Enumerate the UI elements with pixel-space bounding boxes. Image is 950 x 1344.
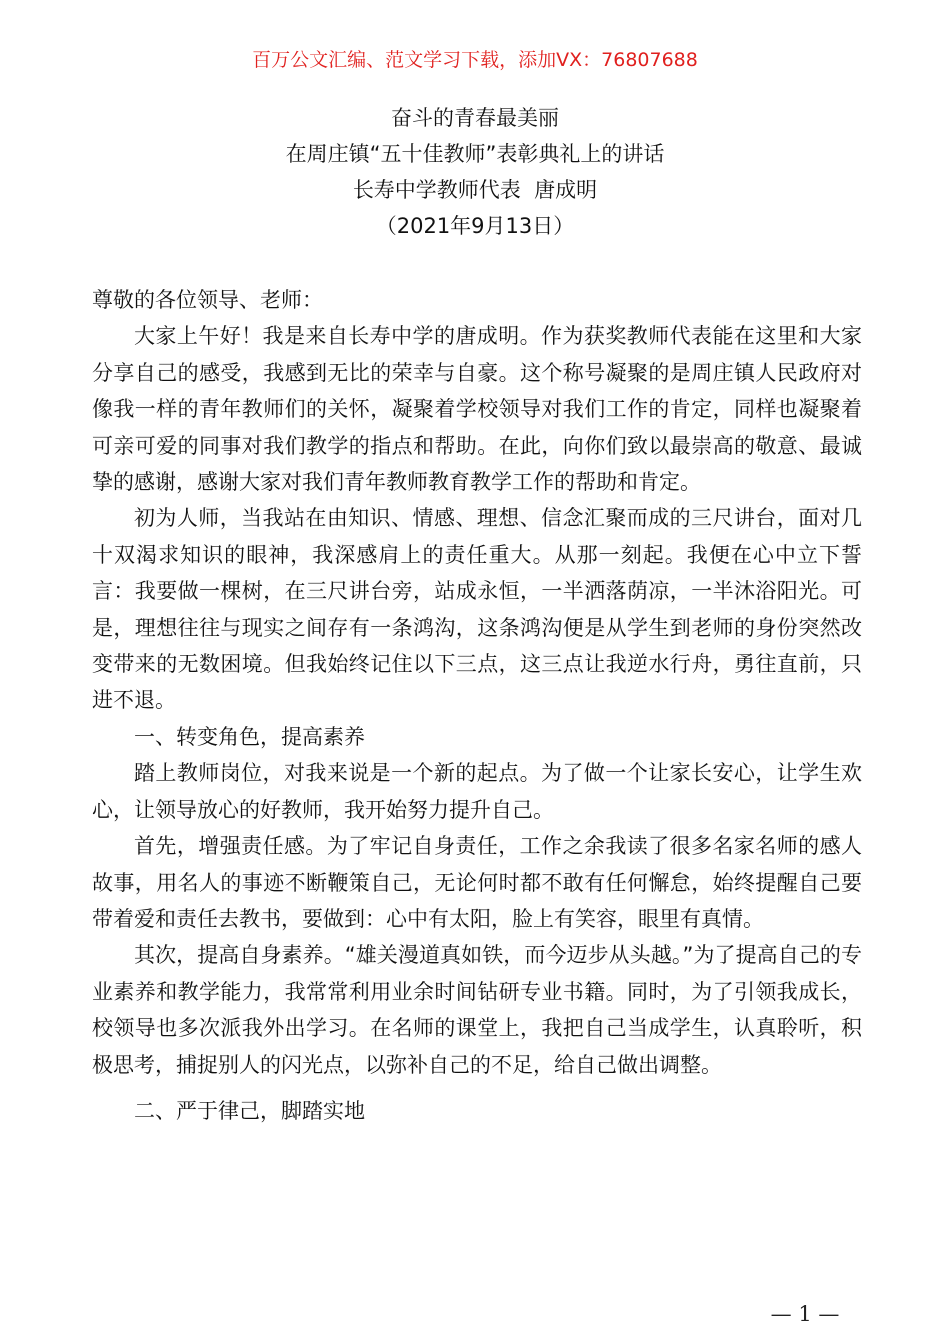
- speaker-line: 长寿中学教师代表 唐成明: [352, 178, 598, 202]
- watermark-banner: 百万公文汇编、范文学习下载，添加VX：76807688: [252, 49, 698, 71]
- paragraph-responsibility: 首先，增强责任感。为了牢记自身责任，工作之余我读了很多名家名师的感人故事，用名人的事迹不断鞭策自己，无论何时都不敢有任何懈怠，始终提醒自己要带着爱和责任去教书，要做到：心中有太阳，脸上有笑容，眼里有真情。: [92, 834, 862, 931]
- speech-body: [92, 282, 862, 1129]
- salutation: 尊敬的各位领导、老师：: [92, 288, 323, 312]
- title-block: [0, 100, 950, 244]
- paragraph-new-start: 踏上教师岗位，对我来说是一个新的起点。为了做一个让家长安心，让学生欢心，让领导放心的好教师，我开始努力提升自己。: [92, 761, 862, 822]
- speech-title: 奋斗的青春最美丽: [391, 106, 559, 130]
- section-heading-two: 二、严于律己，脚踏实地: [134, 1098, 365, 1123]
- paragraph-greeting: 大家上午好！我是来自长寿中学的唐成明。作为获奖教师代表能在这里和大家分享自己的感受，我感到无比的荣幸与自豪。这个称号凝聚的是周庄镇人民政府对像我一样的青年教师们的关怀，凝聚着学校领导对我们工作的肯定，同样也凝聚着可亲可爱的同事对我们教学的指点和帮助。在此，向你们致以最崇高的敬意、最诚挚的感谢，感谢大家对我们青年教师教育教学工作的帮助和肯定。: [92, 324, 862, 495]
- page-number: — 1 —: [770, 1302, 840, 1326]
- section-heading-one: 一、转变角色，提高素养: [134, 724, 365, 749]
- speech-date: （2021年9月13日）: [375, 214, 575, 238]
- paragraph-self-improvement: 其次，提高自身素养。“雄关漫道真如铁，而今迈步从头越。”为了提高自己的专业素养和教学能力，我常常利用业余时间钻研专业书籍。同时，为了引领我成长，校领导也多次派我外出学习。在名师的课堂上，我把自己当成学生，认真聆听，积极思考，捕捉别人的闪光点，以弥补自己的不足，给自己做出调整。: [92, 943, 862, 1077]
- speech-subtitle: 在周庄镇“五十佳教师”表彰典礼上的讲话: [285, 142, 665, 166]
- paragraph-first-teaching: 初为人师，当我站在由知识、情感、理想、信念汇聚而成的三尺讲台，面对几十双渴求知识的眼神，我深感肩上的责任重大。从那一刻起。我便在心中立下誓言：我要做一棵树，在三尺讲台旁，站成永恒，一半洒落荫凉，一半沐浴阳光。可是，理想往往与现实之间存有一条鸿沟，这条鸿沟便是从学生到老师的身份突然改变带来的无数困境。但我始终记住以下三点，这三点让我逆水行舟，勇往直前，只进不退。: [92, 506, 862, 713]
